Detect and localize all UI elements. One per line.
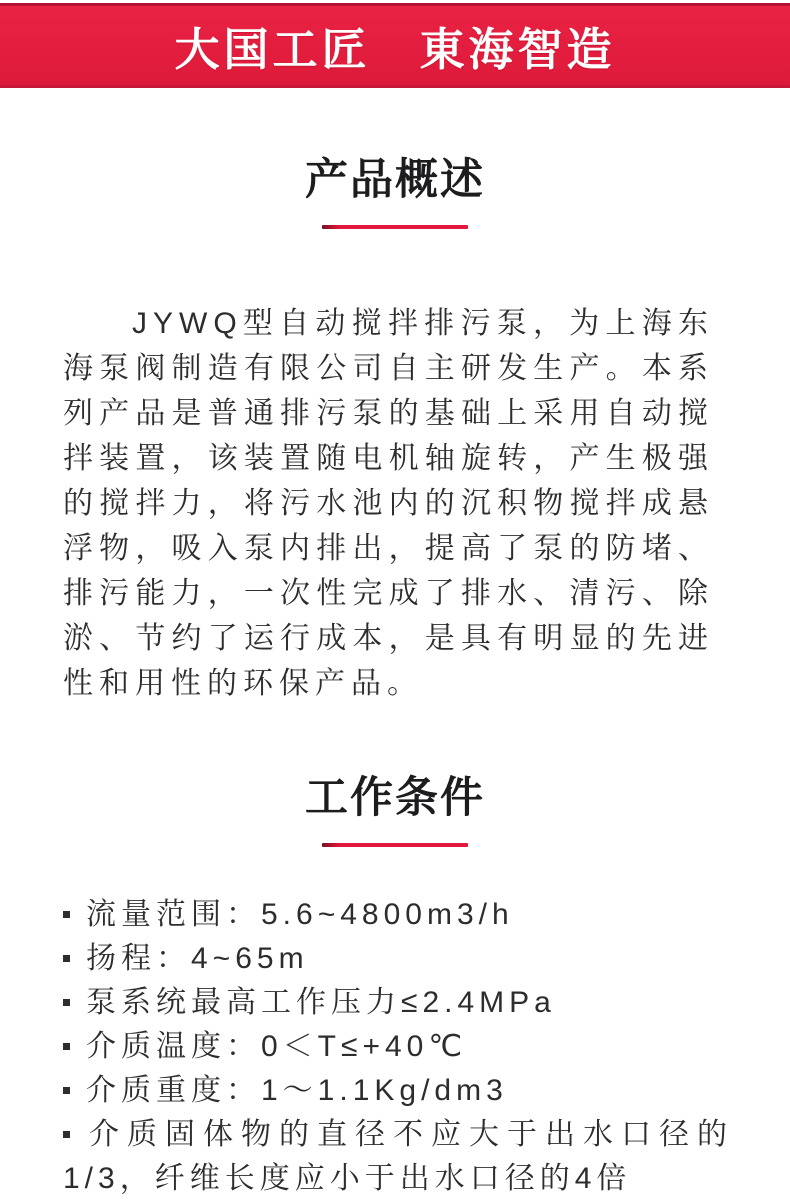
list-item [63,893,732,937]
title-underline [322,843,468,847]
list-item-text: 流量范围：5.6~4800m3/h [86,898,514,931]
list-item [63,937,732,981]
bullet-icon [63,1087,70,1094]
bullet-icon [63,955,70,962]
list-item-text: 扬程：4~65m [86,942,309,975]
bullet-icon [63,1131,70,1138]
list-item [63,981,732,1025]
title-underline [322,225,468,229]
list-item [63,1025,732,1069]
list-item-text: 介质重度：1～1.1Kg/dm3 [86,1074,508,1107]
working-conditions-list [63,893,732,1201]
section-title-working-conditions: 工作条件 [305,774,485,822]
bullet-icon [63,1043,70,1050]
brand-banner [0,3,790,88]
bullet-icon [63,999,70,1006]
banner-title: 大国工匠 東海智造 [174,24,616,75]
list-item [63,1113,732,1201]
list-item-text: 介质温度：0＜T≤+40℃ [86,1030,468,1063]
product-overview-paragraph: JYWQ型自动搅拌排污泵，为上海东海泵阀制造有限公司自主研发生产。本系列产品是普通排污泵的基础上采用自动搅拌装置，该装置随电机轴旋转，产生极强的搅拌力，将污水池内的沉积物搅拌成悬浮物，吸入泵内排出，提高了泵的防堵、排污能力，一次性完成了排水、清污、除淤、节约了运行成本，是具有明显的先进性和用性的环保产品。 [63,307,714,700]
list-item-text: 泵系统最高工作压力≤2.4MPa [86,986,556,1019]
list-item-text: 介质固体物的直径不应大于出水口径的1/3，纤维长度应小于出水口径的4倍 [63,1118,732,1195]
bullet-icon [63,911,70,918]
section-working-conditions [0,764,790,1201]
section-product-overview [0,146,790,706]
list-item [63,1069,732,1113]
section-title-product-overview: 产品概述 [305,156,485,204]
